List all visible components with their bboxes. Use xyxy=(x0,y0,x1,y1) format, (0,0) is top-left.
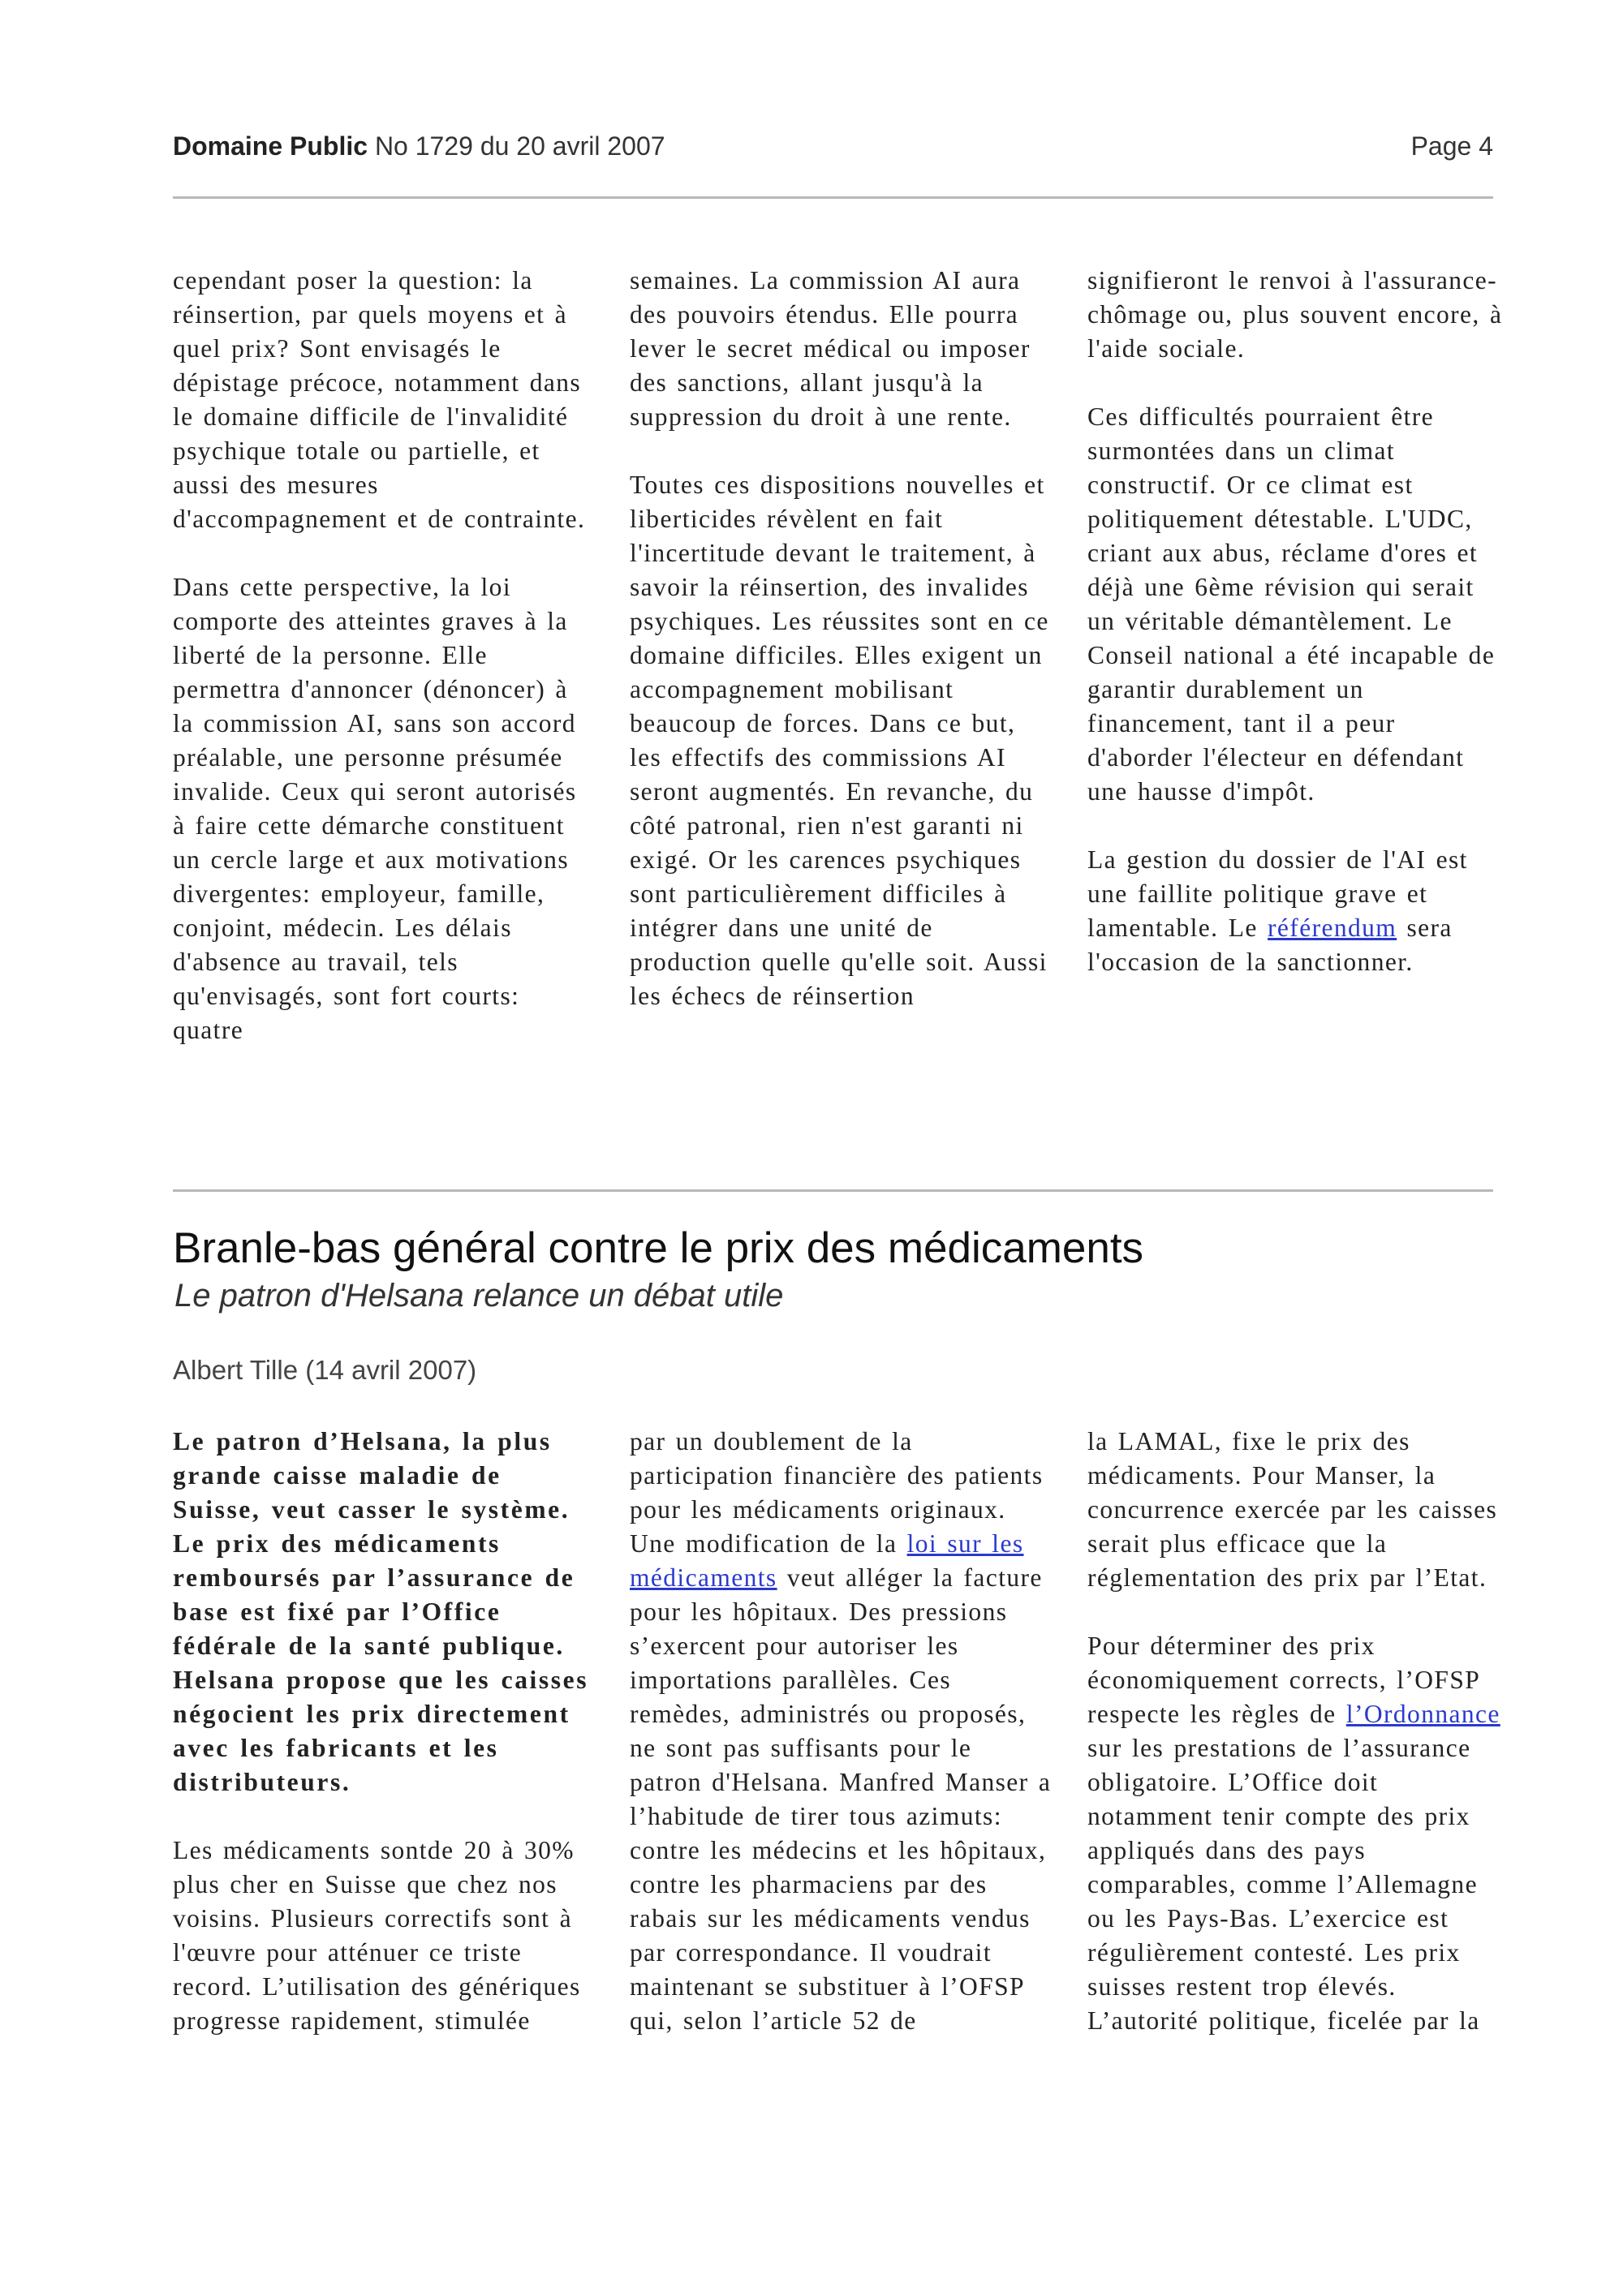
text-run: Pour déterminer des prix économiquement corrects, l’OFSP respecte les règles de xyxy=(1087,1632,1480,1728)
prev-article-column-2 xyxy=(630,264,1052,1013)
paragraph: la LAMAL, fixe le prix des médicaments. Pour Manser, la concurrence exercée par les caisses serait plus efficace que la réglementation des prix par l’Etat. xyxy=(1087,1427,1498,1592)
paragraph: Les médicaments sontde 20 à 30% plus cher en Suisse que chez nos voisins. Plusieurs correctifs sont à l'œuvre pour atténuer ce triste record. L’utilisation des génériques progresse rapidement, stimulée xyxy=(173,1836,581,2035)
article-column-1 xyxy=(173,1425,595,2038)
header-divider xyxy=(173,196,1493,199)
page-number: Page 4 xyxy=(1410,131,1493,161)
text-run: La gestion du dossier de l'AI est une faillite politique grave et lamentable. Le xyxy=(1087,845,1468,942)
paragraph xyxy=(630,1425,1052,2038)
medicines-law-link[interactable]: loi sur les médicaments xyxy=(630,1529,1024,1592)
article-byline: Albert Tille (14 avril 2007) xyxy=(173,1355,477,1385)
paragraph: signifieront le renvoi à l'assurance-chômage ou, plus souvent encore, à l'aide sociale. xyxy=(1087,266,1503,363)
paragraph: Ces difficultés pourraient être surmontées dans un climat constructif. Or ce climat est politiquement détestable. L'UDC, criant aux abus, réclame d'ores et déjà une 6ème révision qui serait un véritable démantèlement. Le Conseil national a été incapable de garantir durablement un financement, tant il a peur d'aborder l'électeur en défendant une hausse d'impôt. xyxy=(1087,402,1496,806)
paragraph: Toutes ces dispositions nouvelles et liberticides révèlent en fait l'incertitude devant le traitement, à savoir la réinsertion, des invalides psychiques. Les réussites sont en ce domaine difficiles. Elles exigent un accompagnement mobilisant beaucoup de forces. Dans ce but, les effectifs des commissions AI seront augmentés. En revanche, du côté patronal, rien n'est garanti ni exigé. Or les carences psychiques sont particulièrement difficiles à intégrer dans une unité de production quelle qu'elle soit. Aussi les échecs de réinsertion xyxy=(630,471,1049,1010)
ordinance-link[interactable]: l’Ordonnance xyxy=(1345,1700,1500,1728)
prev-article-column-1 xyxy=(173,264,595,1047)
referendum-link[interactable]: référendum xyxy=(1268,914,1397,942)
article-column-2 xyxy=(630,1425,1052,2038)
text-run: sur les prestations de l’assurance obligatoire. L’Office doit notamment tenir compte des prix appliqués dans des pays comparables, comme l’Allemagne ou les Pays-Bas. L’exercice est régulièrement contesté. Les prix suisses restent trop élevés. L’autorité politique, ficelée par la xyxy=(1087,1734,1480,2035)
article-lead: Le patron d’Helsana, la plus grande caisse maladie de Suisse, veut casser le système. Le prix des médicaments remboursés par l’assurance de base est fixé par l’Office fédérale de la santé publique. Helsana propose que les caisses négocient les prix directement avec les fabricants et les distributeurs. xyxy=(173,1427,589,1796)
article-divider xyxy=(173,1189,1493,1192)
paragraph xyxy=(1087,843,1509,979)
article-column-3 xyxy=(1087,1425,1509,2038)
publication-name: Domaine Public xyxy=(173,131,368,161)
paragraph: cependant poser la question: la réinsertion, par quels moyens et à quel prix? Sont envisagés le dépistage précoce, notamment dans le domaine difficile de l'invalidité psychique totale ou partielle, et aussi des mesures d'accompagnement et de contrainte. xyxy=(173,266,586,533)
page-header xyxy=(173,131,1493,161)
paragraph xyxy=(1087,1629,1509,2038)
prev-article-column-3 xyxy=(1087,264,1509,979)
article-subtitle: Le patron d'Helsana relance un débat utile xyxy=(174,1278,784,1314)
text-run: par un doublement de la participation financière des patients pour les médicaments originaux. Une modification de la xyxy=(630,1427,1044,1558)
text-run: sera l'occasion de la sanctionner. xyxy=(1087,914,1453,976)
text-run: veut alléger la facture pour les hôpitaux. Des pressions s’exercent pour autoriser les importations parallèles. Ces remèdes, administrés ou proposés, ne sont pas suffisants pour le patron d'Helsana. Manfred Manser a l’habitude de tirer tous azimuts: contre les médecins et les hôpitaux, contre les pharmaciens par des rabais sur les médicaments vendus par correspondance. Il voudrait maintenant se substituer à l’OFSP qui, selon l’article 52 de xyxy=(630,1563,1052,2035)
paragraph: Dans cette perspective, la loi comporte des atteintes graves à la liberté de la personne. Elle permettra d'annoncer (dénoncer) à la commission AI, sans son accord préalable, une personne présumée invalide. Ceux qui seront autorisés à faire cette démarche constituent un cercle large et aux motivations divergentes: employeur, famille, conjoint, médecin. Les délais d'absence au travail, tels qu'envisagés, sont fort courts: quatre xyxy=(173,573,577,1044)
paragraph: semaines. La commission AI aura des pouvoirs étendus. Elle pourra lever le secret médical ou imposer des sanctions, allant jusqu'à la suppression du droit à une rente. xyxy=(630,266,1031,431)
issue-info: No 1729 du 20 avril 2007 xyxy=(374,131,665,161)
article-title: Branle-bas général contre le prix des médicaments xyxy=(173,1224,1144,1272)
